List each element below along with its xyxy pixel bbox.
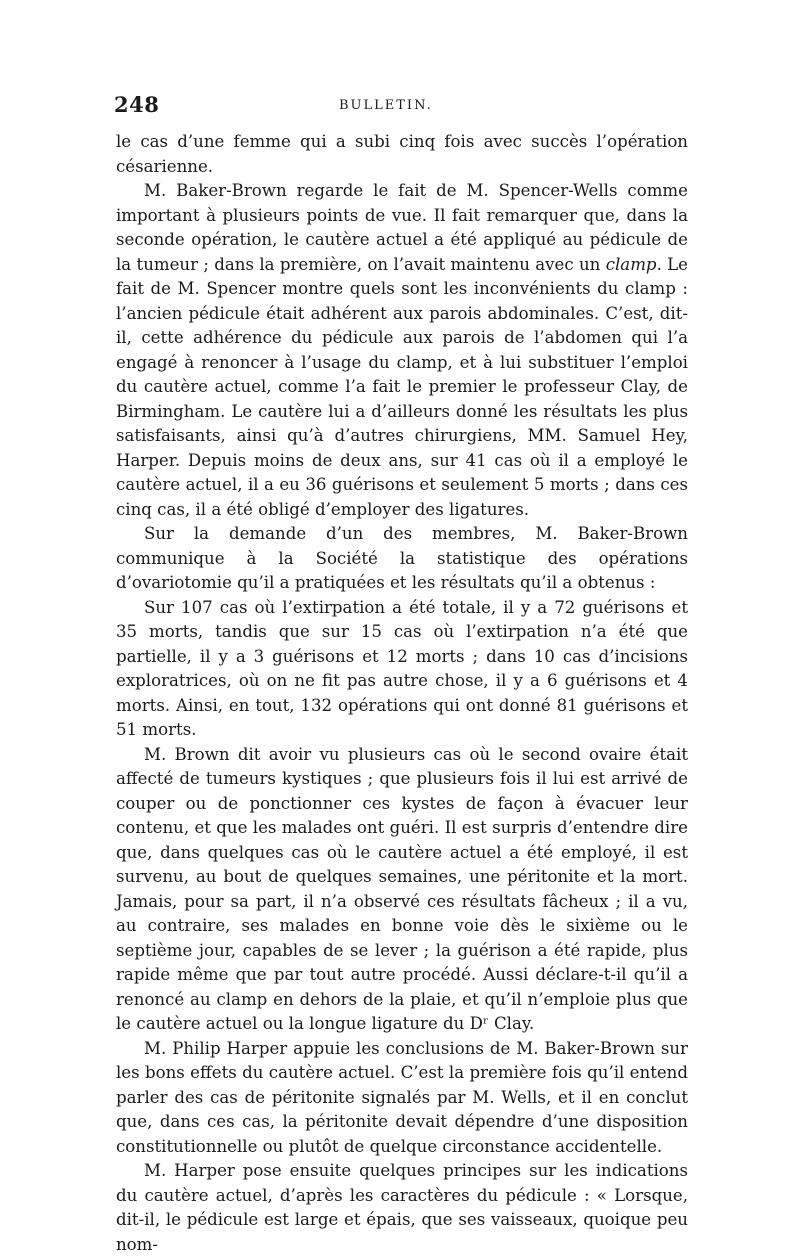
page-header	[114, 92, 687, 122]
text-run: M. Harper pose ensuite quelques principes sur les indications du cautère actuel, d’après les caractères du pédicule : « Lorsque, dit-il, le pédicule est large et épais, que ses vaisseaux, quoique peu nom-	[116, 1161, 688, 1254]
paragraph	[116, 522, 688, 596]
text-run: Sur 107 cas où l’extirpation a été totale, il y a 72 guérisons et 35 morts, tandis que sur 15 cas où l’extirpation n’a été que partielle, il y a 3 guérisons et 12 morts ; dans 10 cas d’incisions exploratrices, où on ne fit pas autre chose, il y a 6 guérisons et 4 morts. Ainsi, en tout, 132 opérations qui ont donné 81 guérisons et 51 morts.	[116, 597, 688, 739]
paragraph	[116, 596, 688, 743]
paragraph	[116, 179, 688, 522]
text-run: M. Brown dit avoir vu plusieurs cas où le second ovaire était affecté de tumeurs kystiques ; que plusieurs fois il lui est arrivé de couper ou de ponctionner ces kystes de façon à évacuer leur contenu, et que les malades ont guéri. Il est surpris d’entendre dire que, dans quelques cas où le cautère actuel a été employé, il est survenu, au bout de quelques semaines, une péritonite et la mort. Jamais, pour sa part, il n’a observé ces résultats fâcheux ; il a vu, au contraire, ses malades en bonne voie dès le sixième ou le septième jour, capables de se lever ; la guérison a été rapide, plus rapide même que par tout autre procédé. Aussi déclare-t-il qu’il a renoncé au clamp en dehors de la plaie, et qu’il n’emploie plus que le cautère actuel ou la longue ligature du Dʳ Clay.	[116, 744, 688, 1033]
running-title: BULLETIN.	[339, 98, 433, 113]
text-run: M. Baker-Brown regarde le fait de M. Spencer-Wells comme important à plusieurs points de vue. Il fait remarquer que, dans la seconde opération, le cautère actuel a été appliqué au pédicule de la tumeur ; dans la première, on l’avait maintenu avec un	[116, 181, 688, 274]
paragraph	[116, 743, 688, 1037]
text-run: le cas d’une femme qui a subi cinq fois avec succès l’opération césarienne.	[116, 132, 688, 176]
paragraph	[116, 1037, 688, 1160]
italic-text: clamp	[605, 254, 657, 274]
text-run: M. Philip Harper appuie les conclusions de M. Baker-Brown sur les bons effets du cautère actuel. C’est la première fois qu’il entend parler des cas de péritonite signalés par M. Wells, et il en conclut que, dans ces cas, la péritonite devait dépendre d’une disposition constitutionnelle ou plutôt de quelque circonstance accidentelle.	[116, 1038, 688, 1156]
page-number: 248	[114, 92, 160, 117]
text-run: Sur la demande d’un des membres, M. Baker-Brown communique à la Société la statistique des opérations d’ovariotomie qu’il a pratiquées et les résultats qu’il a obtenus :	[116, 524, 688, 592]
body-text	[116, 130, 688, 1257]
text-run: . Le fait de M. Spencer montre quels sont les inconvénients du clamp : l’ancien pédicule était adhérent aux parois abdominales. C’est, dit-il, cette adhérence du pédicule aux parois de l’abdomen qui l’a engagé à renoncer à l’usage du clamp, et à lui substituer l’emploi du cautère actuel, comme l’a fait le premier le professeur Clay, de Birmingham. Le cautère lui a d’ailleurs donné les résultats les plus satisfaisants, ainsi qu’à d’autres chirurgiens, MM. Samuel Hey, Harper. Depuis moins de deux ans, sur 41 cas où il a employé le cautère actuel, il a eu 36 guérisons et seulement 5 morts ; dans ces cinq cas, il a été obligé d’employer des ligatures.	[116, 254, 688, 519]
paragraph	[116, 1159, 688, 1257]
paragraph	[116, 130, 688, 179]
